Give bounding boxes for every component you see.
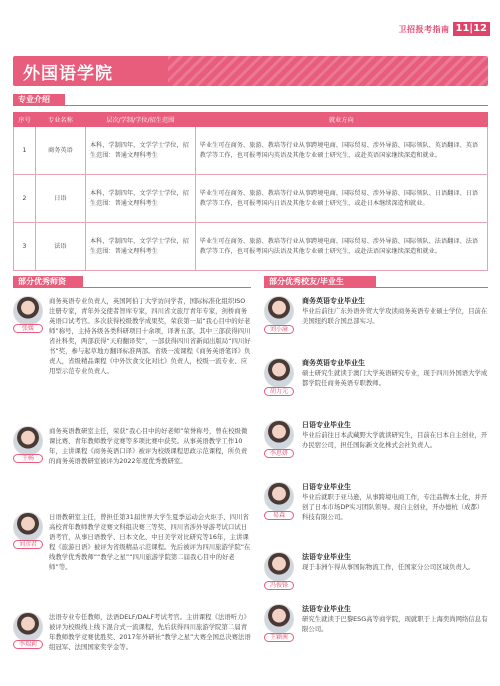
section-teachers-title: 部分优秀师资 [13, 276, 83, 288]
teacher-bio: 商务英语专业负责人，英国阿伯丁大学访问学者，国际标准化组织ISO注册专家，青年外交使者智库专家，四川省文旅厅青年专家，剑桥商务英语口试考官。多次获得校级教学成果奖，荣获第一届“我心目中的好老师”称号，主持各级各类科研项目十余项，译著五部，其中三部获得四川省社科奖，两部获得“天府翻译奖”，一部获得四川省新闻出版局“四川好书”奖，参与起草地方翻译标准两部。省级一流课程《商务英语笔译》负责人，省级精品课程《中外饮食文化对比》负责人，校级一流专业、应用型示范专业负责人。 [49, 297, 251, 375]
avatar [264, 358, 294, 388]
avatar [264, 604, 294, 634]
alumni-card [264, 420, 488, 482]
table-row [14, 223, 488, 271]
column-header: 专业名称 [35, 113, 85, 127]
avatar [13, 296, 43, 326]
decorative-stripes [168, 56, 488, 86]
row-number: 1 [14, 127, 36, 175]
row-number: 3 [14, 223, 36, 271]
section-divider [13, 287, 251, 288]
section-alumni-title: 部分优秀校友/毕业生 [264, 276, 376, 288]
teacher-name: 张媛 [13, 324, 43, 333]
avatar [264, 420, 294, 450]
teacher-card [13, 296, 251, 426]
table-row [14, 127, 488, 175]
alumni-card [264, 604, 488, 654]
teacher-card [13, 512, 251, 612]
avatar [264, 482, 294, 512]
major-name: 商务英语 [35, 127, 85, 175]
school-title-banner [13, 56, 488, 86]
avatar [264, 552, 294, 582]
table-header-row [14, 113, 488, 127]
majors-table [13, 112, 488, 271]
major-level: 本科，学制四年，文学学士学位，招生范围：普通文理科考生 [85, 127, 195, 175]
avatar [264, 296, 294, 326]
major-career: 毕业生可在商务、旅游、教培等行业从事跨境电商、国际贸易、涉外导游、国际领队、英语翻译、英语教学等工作，也可报考国内英语及其他专业硕士研究生，或赴英语国家继续深造和就业。 [195, 127, 487, 175]
alumni-bio: 硕士研究生就读于澳门大学英语研究专业，现于四川外国语大学成都学院任商务英语专职教师。 [302, 369, 488, 387]
major-level: 本科，学制四年，文学学士学位，招生范围：普通文理科考生 [85, 223, 195, 271]
alumni-bio: 毕业后前往广东外语外贸大学攻读商务英语专业硕士学位，目前在美国纽约联合国总部实习。 [302, 307, 488, 325]
teachers-column [13, 290, 251, 680]
alumni-bio: 现于非洲乍得从事国际物流工作，任国家分公司区域负责人。 [302, 563, 475, 571]
teacher-bio: 法语专业专任教师，法语DELF/DALF考试考官。主讲课程《法语听力》被评为校级线上线下混合式一流课程，先后获得四川旅游学院第二届青年教师教学竞赛优胜奖、2017年外研社“教学之星”大赛全国总决赛法语组冠军、法国国家奖学金等。 [49, 613, 251, 651]
alumni-card [264, 482, 488, 552]
teacher-bio: 商务英语教研室主任，荣获“我心目中的好老师”荣誉称号，曾在校级微课比赛、青年教师教学竞赛等多项比赛中获奖。从事英语教学工作10年，主讲课程《商务英语口译》被评为校级课程思政示范课程，所负责的商务英语教研室被评为2022年度优秀教研室。 [49, 427, 248, 465]
alumni-card [264, 552, 488, 604]
section-divider [264, 287, 488, 288]
alumni-title: 商务英语专业毕业生 [302, 297, 365, 305]
avatar [13, 512, 43, 542]
alumni-bio: 毕业后就职于亚马逊，从事跨境电商工作，专注品牌本土化，并开创了日本市场DP实习团队领导。现自主创业，开办德杭（成都）科技有限公司。 [302, 493, 488, 521]
table-row [14, 175, 488, 223]
section-divider [13, 105, 488, 106]
alumni-name: 王颖茜 [264, 633, 294, 642]
page-numbers: 11|12 [453, 22, 490, 36]
alumni-title: 法语专业毕业生 [302, 553, 351, 561]
alumni-title: 日语专业毕业生 [302, 421, 351, 429]
teacher-card [13, 612, 251, 680]
alumni-name: 李思妍 [264, 449, 294, 458]
alumni-title: 商务英语专业毕业生 [302, 359, 365, 367]
alumni-name: 易森 [264, 511, 294, 520]
alumni-title: 法语专业毕业生 [302, 605, 351, 613]
school-title: 外国语学院 [23, 64, 113, 84]
guide-label: 卫招报考指南 [398, 24, 450, 34]
teacher-name: 王畅 [13, 454, 43, 463]
column-header: 序号 [14, 113, 36, 127]
teacher-name: 刘彦君 [13, 540, 43, 549]
teacher-card [13, 426, 251, 512]
row-number: 2 [14, 175, 36, 223]
alumni-column [264, 290, 488, 654]
alumni-name: 刘小渝 [264, 325, 294, 334]
alumni-name: 冯俊锋 [264, 581, 294, 590]
column-header: 就业方向 [195, 113, 487, 127]
major-name: 法语 [35, 223, 85, 271]
alumni-name: 胡力元 [264, 387, 294, 396]
major-career: 毕业生可在商务、旅游、教培等行业从事跨境电商、国际贸易、涉外导游、国际领队、日语翻译、日语教学等工作，也可报考国内日语及其他专业硕士研究生，或赴日本继续深造和就业。 [195, 175, 487, 223]
teacher-bio: 日语教研室主任，曾担任第31届世界大学生夏季运动会火炬手、四川省高校青年教师教学竞赛文科组决赛三等奖、四川省涉外导游考试口试日语考官，从事日语教学、日本文化、中日美学对比研究等16年，主讲课程《旅游日语》被评为省级精品示范课程。先后被评为四川旅游学院“在线教学优秀教师”“教学之星”“四川旅游学院第二届我心目中的好老师”等。 [49, 513, 251, 571]
major-level: 本科，学制四年，文学学士学位，招生范围：普通文理科考生 [85, 175, 195, 223]
avatar [13, 612, 43, 642]
alumni-bio: 毕业后前往日本武藏野大学就读研究生，目前在日本自主创业，开办民宿公司，担任国际新文化株式会社负责人。 [302, 431, 488, 449]
alumni-card [264, 358, 488, 420]
teacher-name: 李瑞莉 [13, 640, 43, 649]
avatar [13, 426, 43, 456]
page-header [399, 22, 490, 36]
alumni-card [264, 296, 488, 358]
alumni-bio: 研究生就读于巴黎ESG高等商学院，现就职于上海奕尚网络信息有限公司。 [302, 615, 488, 633]
alumni-title: 日语专业毕业生 [302, 483, 351, 491]
major-career: 毕业生可在商务、旅游、教培等行业从事跨境电商、国际贸易、涉外导游、国际领队、法语翻译、法语教学等工作，也可报考国内法语及其他专业硕士研究生，或赴法语国家继续深造和就业。 [195, 223, 487, 271]
section-majors-title: 专业介绍 [13, 94, 65, 106]
major-name: 日语 [35, 175, 85, 223]
column-header: 层次/学制/学位/招生范围 [85, 113, 195, 127]
